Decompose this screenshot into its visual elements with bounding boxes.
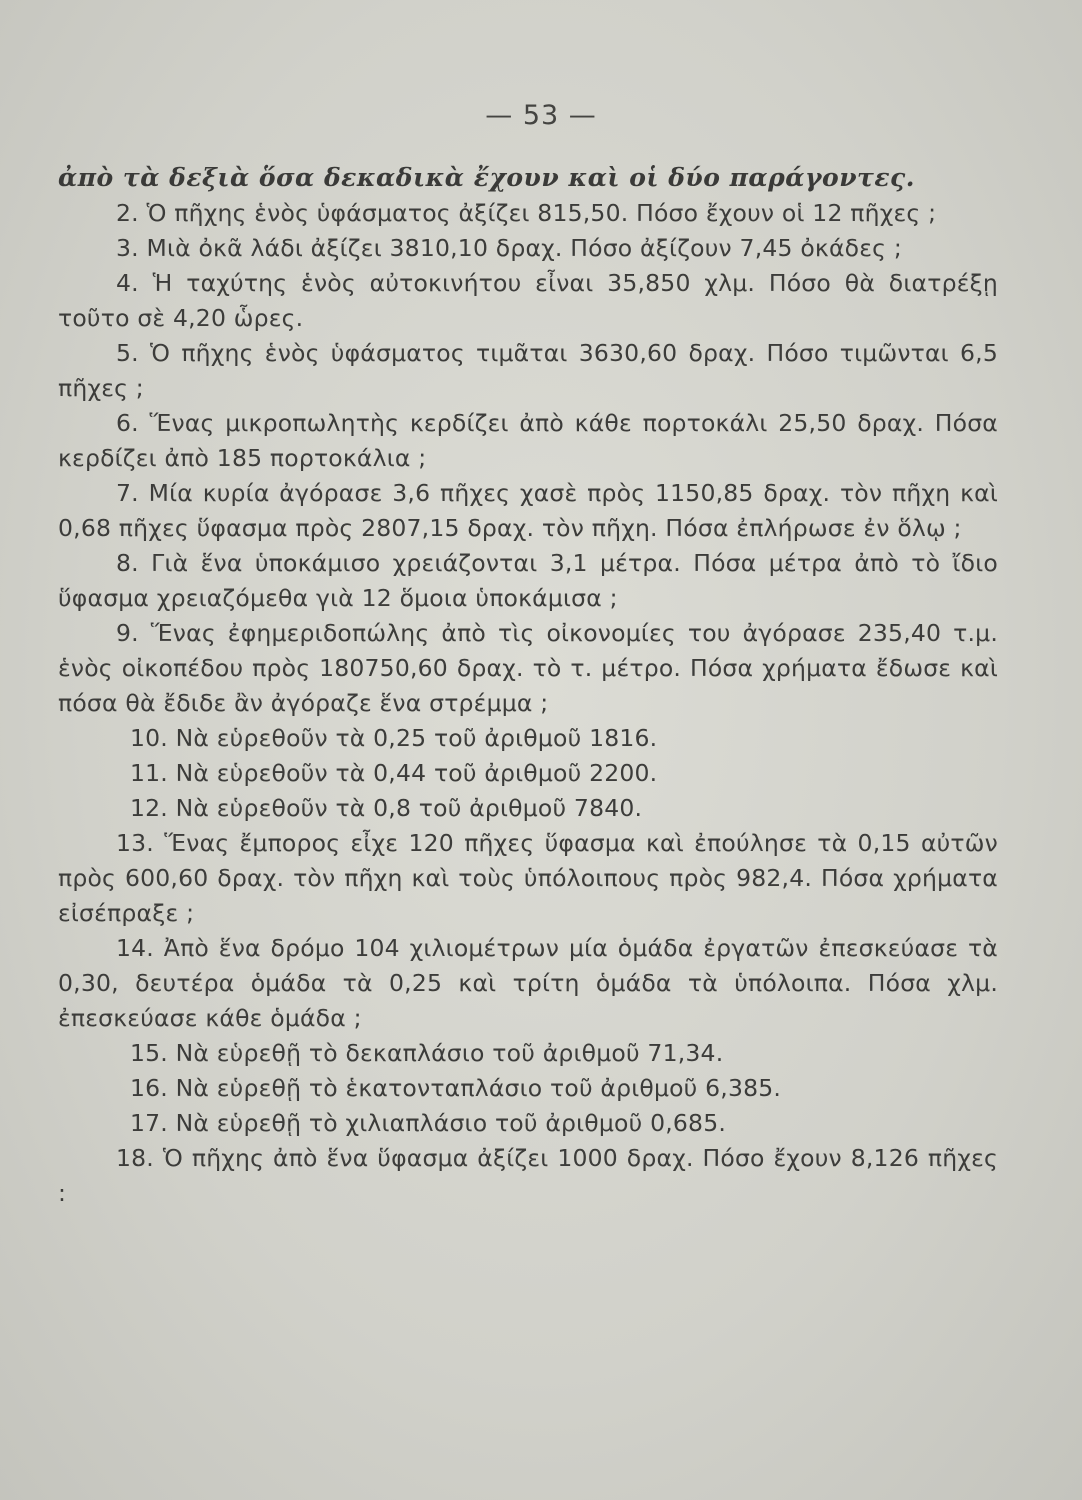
problem-5: 5. Ὁ πῆχης ἑνὸς ὑφάσματος τιμᾶται 3630,60 δραχ. Πόσο τιμῶνται 6,5 πῆχες ; [58,339,998,402]
problem-15: 15. Νὰ εὑρεθῇ τὸ δεκαπλάσιο τοῦ ἀριθμοῦ 71,34. [130,1039,724,1067]
lead-line: ἀπὸ τὰ δεξιὰ ὅσα δεκαδικὰ ἔχουν καὶ οἱ δύο παράγοντες. [58,163,915,192]
problem-3: 3. Μιὰ ὀκᾶ λάδι ἀξίζει 3810,10 δραχ. Πόσο ἀξίζουν 7,45 ὀκάδες ; [116,234,902,262]
problem-14: 14. Ἀπὸ ἕνα δρόμο 104 χιλιομέτρων μία ὁμάδα ἐργατῶν ἐπεσκεύασε τὰ 0,30, δευτέρα ὁμάδα τὰ 0,25 καὶ τρίτη ὁμάδα τὰ ὑπόλοιπα. Πόσα χλμ. ἐπεσκεύασε κάθε ὁμάδα ; [58,934,998,1032]
problem-16: 16. Νὰ εὑρεθῇ τὸ ἑκατονταπλάσιο τοῦ ἀριθμοῦ 6,385. [130,1074,782,1102]
problem-17: 17. Νὰ εὑρεθῇ τὸ χιλιαπλάσιο τοῦ ἀριθμοῦ 0,685. [130,1109,727,1137]
problem-6: 6. Ἕνας μικροπωλητὴς κερδίζει ἀπὸ κάθε πορτοκάλι 25,50 δραχ. Πόσα κερδίζει ἀπὸ 185 πορτοκάλια ; [58,409,998,472]
problem-4: 4. Ἡ ταχύτης ἑνὸς αὐτοκινήτου εἶναι 35,850 χλμ. Πόσο θὰ διατρέξῃ τοῦτο σὲ 4,20 ὧρες. [58,269,998,332]
problem-8: 8. Γιὰ ἕνα ὑποκάμισο χρειάζονται 3,1 μέτρα. Πόσα μέτρα ἀπὸ τὸ ἴδιο ὕφασμα χρειαζόμεθα γιὰ 12 ὅμοια ὑποκάμισα ; [58,549,998,612]
problem-10: 10. Νὰ εὑρεθοῦν τὰ 0,25 τοῦ ἀριθμοῦ 1816. [130,724,658,752]
problem-13: 13. Ἕνας ἔμπορος εἶχε 120 πῆχες ὕφασμα καὶ ἐπούλησε τὰ 0,15 αὐτῶν πρὸς 600,60 δραχ. τὸν πῆχη καὶ τοὺς ὑπόλοιπους πρὸς 982,4. Πόσα χρήματα εἰσέπραξε ; [58,829,998,927]
problem-2: 2. Ὁ πῆχης ἑνὸς ὑφάσματος ἀξίζει 815,50. Πόσο ἔχουν οἱ 12 πῆχες ; [116,199,937,227]
page-body [58,160,998,1211]
problem-18: 18. Ὁ πῆχης ἀπὸ ἕνα ὕφασμα ἀξίζει 1000 δραχ. Πόσο ἔχουν 8,126 πῆχες : [58,1144,998,1207]
problem-12: 12. Νὰ εὑρεθοῦν τὰ 0,8 τοῦ ἀριθμοῦ 7840. [130,794,643,822]
problem-9: 9. Ἕνας ἐφημεριδοπώλης ἀπὸ τὶς οἰκονομίες του ἀγόρασε 235,40 τ.μ. ἑνὸς οἰκοπέδου πρὸς 180750,60 δραχ. τὸ τ. μέτρο. Πόσα χρήματα ἔδωσε καὶ πόσα θὰ ἔδιδε ἂν ἀγόραζε ἕνα στρέμμα ; [58,619,998,717]
page-number: — 53 — [485,100,597,131]
problem-7: 7. Μία κυρία ἀγόρασε 3,6 πῆχες χασὲ πρὸς 1150,85 δραχ. τὸν πῆχη καὶ 0,68 πῆχες ὕφασμα πρὸς 2807,15 δραχ. τὸν πῆχη. Πόσα ἐπλήρωσε ἐν ὅλῳ ; [58,479,998,542]
problem-11: 11. Νὰ εὑρεθοῦν τὰ 0,44 τοῦ ἀριθμοῦ 2200. [130,759,658,787]
